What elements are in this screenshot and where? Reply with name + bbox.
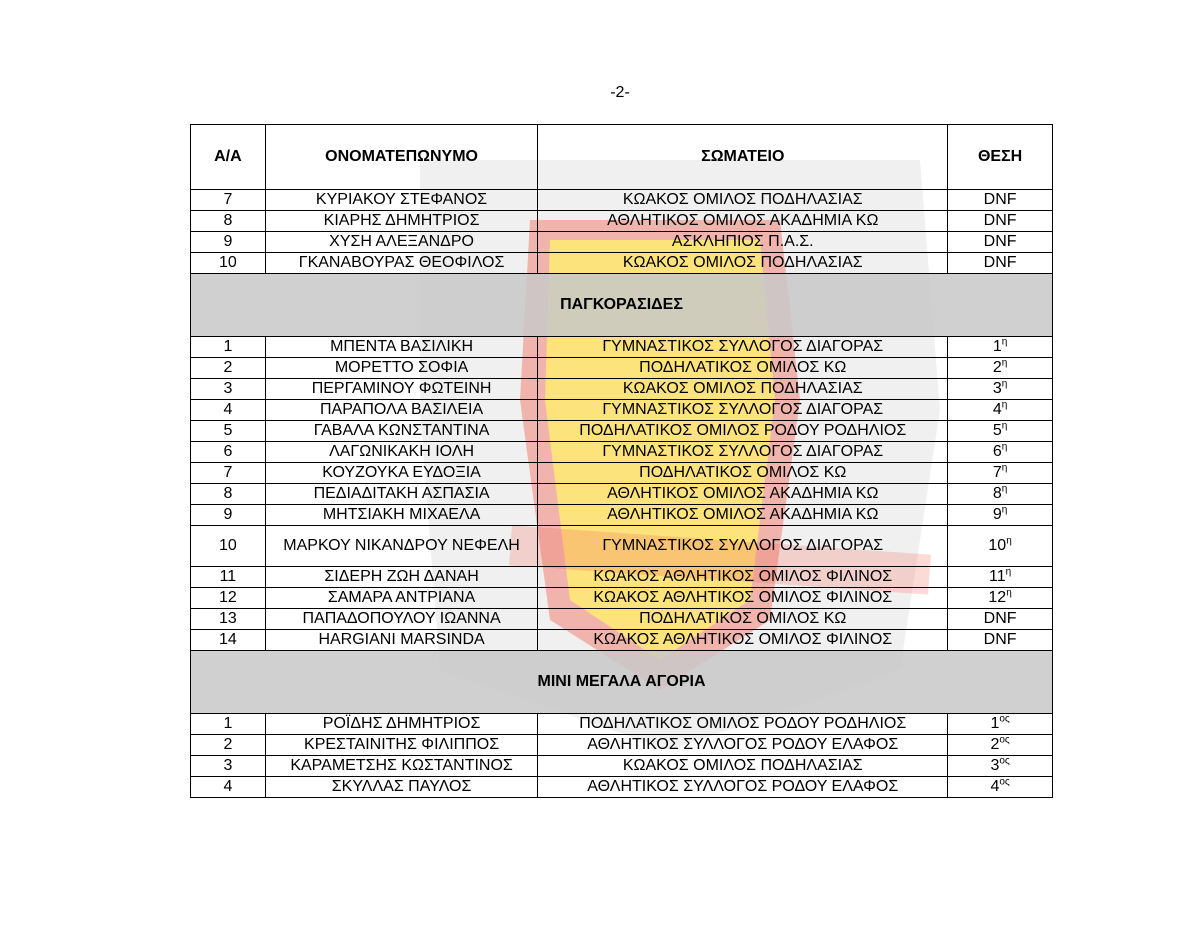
cell-club: ΓΥΜΝΑΣΤΙΚΟΣ ΣΥΛΛΟΓΟΣ ΔΙΑΓΟΡΑΣ	[538, 526, 948, 567]
cell-club: ΚΩΑΚΟΣ ΟΜΙΛΟΣ ΠΟΔΗΛΑΣΙΑΣ	[538, 756, 948, 777]
header-aa: Α/Α	[191, 125, 266, 190]
position-value: 3	[990, 757, 1000, 774]
cell-club: ΚΩΑΚΟΣ ΑΘΛΗΤΙΚΟΣ ΟΜΙΛΟΣ ΦΙΛΙΝΟΣ	[538, 630, 948, 651]
cell-position	[948, 400, 1053, 421]
section-title: ΜΙΝΙ ΜΕΓΑΛΑ ΑΓΟΡΙΑ	[191, 651, 1053, 714]
cell-aa: 1	[191, 714, 266, 735]
cell-aa: 8	[191, 211, 266, 232]
position-suffix: η	[1001, 420, 1008, 432]
cell-position	[948, 253, 1053, 274]
table-row	[191, 484, 1053, 505]
position-value: 4	[990, 778, 1000, 795]
cell-aa: 5	[191, 421, 266, 442]
table-row	[191, 379, 1053, 400]
results-table	[190, 124, 1053, 798]
cell-name: HARGIANI MARSINDA	[265, 630, 538, 651]
cell-position	[948, 442, 1053, 463]
table-row	[191, 526, 1053, 567]
position-suffix: η	[1001, 504, 1008, 516]
cell-aa: 6	[191, 442, 266, 463]
cell-name: ΚΙΑΡΗΣ ΔΗΜΗΤΡΙΟΣ	[265, 211, 538, 232]
cell-name: ΡΟΪΔΗΣ ΔΗΜΗΤΡΙΟΣ	[265, 714, 538, 735]
cell-club: ΑΘΛΗΤΙΚΟΣ ΟΜΙΛΟΣ ΑΚΑΔΗΜΙΑ ΚΩ	[538, 505, 948, 526]
cell-name: ΣΙΔΕΡΗ ΖΩΗ ΔΑΝΑΗ	[265, 567, 538, 588]
cell-club: ΓΥΜΝΑΣΤΙΚΟΣ ΣΥΛΛΟΓΟΣ ΔΙΑΓΟΡΑΣ	[538, 337, 948, 358]
position-value: DNF	[983, 212, 1017, 229]
table-row	[191, 442, 1053, 463]
cell-club: ΠΟΔΗΛΑΤΙΚΟΣ ΟΜΙΛΟΣ ΡΟΔΟΥ ΡΟΔΗΛΙΟΣ	[538, 421, 948, 442]
cell-name: ΚΡΕΣΤΑΙΝΙΤΗΣ ΦΙΛΙΠΠΟΣ	[265, 735, 538, 756]
cell-aa: 2	[191, 358, 266, 379]
cell-club: ΚΩΑΚΟΣ ΟΜΙΛΟΣ ΠΟΔΗΛΑΣΙΑΣ	[538, 190, 948, 211]
cell-aa: 13	[191, 609, 266, 630]
section-row-pagkorasides	[191, 274, 1053, 337]
cell-position	[948, 190, 1053, 211]
cell-position	[948, 609, 1053, 630]
header-position: ΘΕΣΗ	[948, 125, 1053, 190]
cell-position	[948, 505, 1053, 526]
position-value: 11	[989, 568, 1006, 585]
position-value: 9	[992, 506, 1002, 523]
cell-position	[948, 714, 1053, 735]
position-suffix: η	[1001, 441, 1008, 453]
position-suffix: ος	[999, 755, 1010, 767]
position-suffix: ος	[999, 776, 1010, 788]
position-suffix: η	[1001, 357, 1008, 369]
cell-name: ΜΑΡΚΟΥ ΝΙΚΑΝΔΡΟΥ ΝΕΦΕΛΗ	[265, 526, 538, 567]
position-value: 5	[992, 422, 1002, 439]
cell-club: ΑΘΛΗΤΙΚΟΣ ΣΥΛΛΟΓΟΣ ΡΟΔΟΥ ΕΛΑΦΟΣ	[538, 777, 948, 798]
cell-aa: 14	[191, 630, 266, 651]
cell-position	[948, 777, 1053, 798]
table-row	[191, 211, 1053, 232]
cell-name: ΜΠΕΝΤΑ ΒΑΣΙΛΙΚΗ	[265, 337, 538, 358]
position-suffix: η	[1006, 535, 1012, 547]
cell-name: ΠΑΡΑΠΟΛΑ ΒΑΣΙΛΕΙΑ	[265, 400, 538, 421]
position-value: DNF	[983, 191, 1017, 208]
position-suffix: η	[1001, 483, 1008, 495]
cell-aa: 8	[191, 484, 266, 505]
cell-club: ΚΩΑΚΟΣ ΟΜΙΛΟΣ ΠΟΔΗΛΑΣΙΑΣ	[538, 379, 948, 400]
cell-position	[948, 358, 1053, 379]
table-row	[191, 232, 1053, 253]
table-row	[191, 505, 1053, 526]
cell-name: ΜΗΤΣΙΑΚΗ ΜΙΧΑΕΛΑ	[265, 505, 538, 526]
cell-aa: 1	[191, 337, 266, 358]
cell-position	[948, 232, 1053, 253]
cell-name: ΠΕΡΓΑΜΙΝΟΥ ΦΩΤΕΙΝΗ	[265, 379, 538, 400]
position-value: 7	[992, 464, 1002, 481]
position-value: DNF	[983, 233, 1017, 250]
cell-aa: 7	[191, 463, 266, 484]
cell-position	[948, 463, 1053, 484]
position-value: 12	[988, 589, 1007, 606]
table-row	[191, 190, 1053, 211]
cell-position	[948, 735, 1053, 756]
section-row-mini-megala-agoria	[191, 651, 1053, 714]
cell-name: ΛΑΓΩΝΙΚΑΚΗ ΙΟΛΗ	[265, 442, 538, 463]
cell-aa: 7	[191, 190, 266, 211]
cell-aa: 10	[191, 526, 266, 567]
cell-club: ΠΟΔΗΛΑΤΙΚΟΣ ΟΜΙΛΟΣ ΚΩ	[538, 609, 948, 630]
position-suffix: η	[1005, 566, 1012, 578]
cell-position	[948, 567, 1053, 588]
position-value: 2	[990, 736, 1000, 753]
cell-club: ΑΘΛΗΤΙΚΟΣ ΟΜΙΛΟΣ ΑΚΑΔΗΜΙΑ ΚΩ	[538, 484, 948, 505]
cell-aa: 9	[191, 232, 266, 253]
cell-club: ΓΥΜΝΑΣΤΙΚΟΣ ΣΥΛΛΟΓΟΣ ΔΙΑΓΟΡΑΣ	[538, 442, 948, 463]
position-suffix: η	[1001, 378, 1008, 390]
cell-club: ΠΟΔΗΛΑΤΙΚΟΣ ΟΜΙΛΟΣ ΚΩ	[538, 463, 948, 484]
table-row	[191, 400, 1053, 421]
cell-position	[948, 421, 1053, 442]
table-row	[191, 463, 1053, 484]
cell-aa: 9	[191, 505, 266, 526]
table-row	[191, 567, 1053, 588]
cell-name: ΣΑΜΑΡΑ ΑΝΤΡΙΑΝΑ	[265, 588, 538, 609]
table-row	[191, 421, 1053, 442]
cell-position	[948, 630, 1053, 651]
cell-name: ΓΚΑΝΑΒΟΥΡΑΣ ΘΕΟΦΙΛΟΣ	[265, 253, 538, 274]
table-row	[191, 630, 1053, 651]
position-value: DNF	[983, 610, 1017, 627]
cell-club: ΑΘΛΗΤΙΚΟΣ ΟΜΙΛΟΣ ΑΚΑΔΗΜΙΑ ΚΩ	[538, 211, 948, 232]
cell-name: ΚΑΡΑΜΕΤΣΗΣ ΚΩΣΤΑΝΤΙΝΟΣ	[265, 756, 538, 777]
position-value: 4	[992, 401, 1002, 418]
cell-club: ΓΥΜΝΑΣΤΙΚΟΣ ΣΥΛΛΟΓΟΣ ΔΙΑΓΟΡΑΣ	[538, 400, 948, 421]
position-value: DNF	[983, 254, 1017, 271]
cell-aa: 3	[191, 379, 266, 400]
cell-club: ΚΩΑΚΟΣ ΑΘΛΗΤΙΚΟΣ ΟΜΙΛΟΣ ΦΙΛΙΝΟΣ	[538, 588, 948, 609]
table-row	[191, 756, 1053, 777]
position-suffix: η	[1001, 399, 1008, 411]
table-row	[191, 358, 1053, 379]
section-title: ΠΑΓΚΟΡΑΣΙΔΕΣ	[191, 274, 1053, 337]
table-row	[191, 714, 1053, 735]
position-value: 3	[992, 380, 1002, 397]
cell-name: ΜΟΡΕΤΤΟ ΣΟΦΙΑ	[265, 358, 538, 379]
table-row	[191, 253, 1053, 274]
table-row	[191, 588, 1053, 609]
page-number: -2-	[610, 84, 630, 101]
cell-aa: 10	[191, 253, 266, 274]
position-value: 6	[992, 443, 1002, 460]
cell-club: ΑΣΚΛΗΠΙΟΣ Π.Α.Σ.	[538, 232, 948, 253]
cell-name: ΚΥΡΙΑΚΟΥ ΣΤΕΦΑΝΟΣ	[265, 190, 538, 211]
cell-position	[948, 379, 1053, 400]
position-value: 8	[992, 485, 1002, 502]
position-suffix: η	[1001, 336, 1008, 348]
cell-club: ΠΟΔΗΛΑΤΙΚΟΣ ΟΜΙΛΟΣ ΡΟΔΟΥ ΡΟΔΗΛΙΟΣ	[538, 714, 948, 735]
position-suffix: η	[1006, 587, 1012, 599]
cell-position	[948, 756, 1053, 777]
cell-name: ΓΑΒΑΛΑ ΚΩΝΣΤΑΝΤΙΝΑ	[265, 421, 538, 442]
position-suffix: ος	[999, 713, 1010, 725]
cell-position	[948, 526, 1053, 567]
position-value: 1	[990, 715, 1000, 732]
header-name: ΟΝΟΜΑΤΕΠΩΝΥΜΟ	[265, 125, 538, 190]
cell-aa: 11	[191, 567, 266, 588]
cell-aa: 2	[191, 735, 266, 756]
position-value: 1	[992, 338, 1002, 355]
header-club: ΣΩΜΑΤΕΙΟ	[538, 125, 948, 190]
table-row	[191, 337, 1053, 358]
position-suffix: ος	[999, 734, 1010, 746]
position-value: 10	[988, 537, 1007, 554]
cell-position	[948, 337, 1053, 358]
cell-name: ΚΟΥΖΟΥΚΑ ΕΥΔΟΞΙΑ	[265, 463, 538, 484]
cell-aa: 3	[191, 756, 266, 777]
position-value: 2	[992, 359, 1002, 376]
cell-club: ΑΘΛΗΤΙΚΟΣ ΣΥΛΛΟΓΟΣ ΡΟΔΟΥ ΕΛΑΦΟΣ	[538, 735, 948, 756]
cell-position	[948, 484, 1053, 505]
cell-aa: 12	[191, 588, 266, 609]
cell-club: ΚΩΑΚΟΣ ΟΜΙΛΟΣ ΠΟΔΗΛΑΣΙΑΣ	[538, 253, 948, 274]
cell-club: ΚΩΑΚΟΣ ΑΘΛΗΤΙΚΟΣ ΟΜΙΛΟΣ ΦΙΛΙΝΟΣ	[538, 567, 948, 588]
position-suffix: η	[1001, 462, 1008, 474]
table-header-row	[191, 125, 1053, 190]
table-row	[191, 609, 1053, 630]
cell-name: ΧΥΣΗ ΑΛΕΞΑΝΔΡΟ	[265, 232, 538, 253]
cell-club: ΠΟΔΗΛΑΤΙΚΟΣ ΟΜΙΛΟΣ ΚΩ	[538, 358, 948, 379]
cell-position	[948, 588, 1053, 609]
table-row	[191, 777, 1053, 798]
cell-name: ΣΚΥΛΛΑΣ ΠΑΥΛΟΣ	[265, 777, 538, 798]
cell-aa: 4	[191, 400, 266, 421]
position-value: DNF	[983, 631, 1017, 648]
table-row	[191, 735, 1053, 756]
cell-name: ΠΑΠΑΔΟΠΟΥΛΟΥ ΙΩΑΝΝΑ	[265, 609, 538, 630]
cell-position	[948, 211, 1053, 232]
cell-name: ΠΕΔΙΑΔΙΤΑΚΗ ΑΣΠΑΣΙΑ	[265, 484, 538, 505]
cell-aa: 4	[191, 777, 266, 798]
